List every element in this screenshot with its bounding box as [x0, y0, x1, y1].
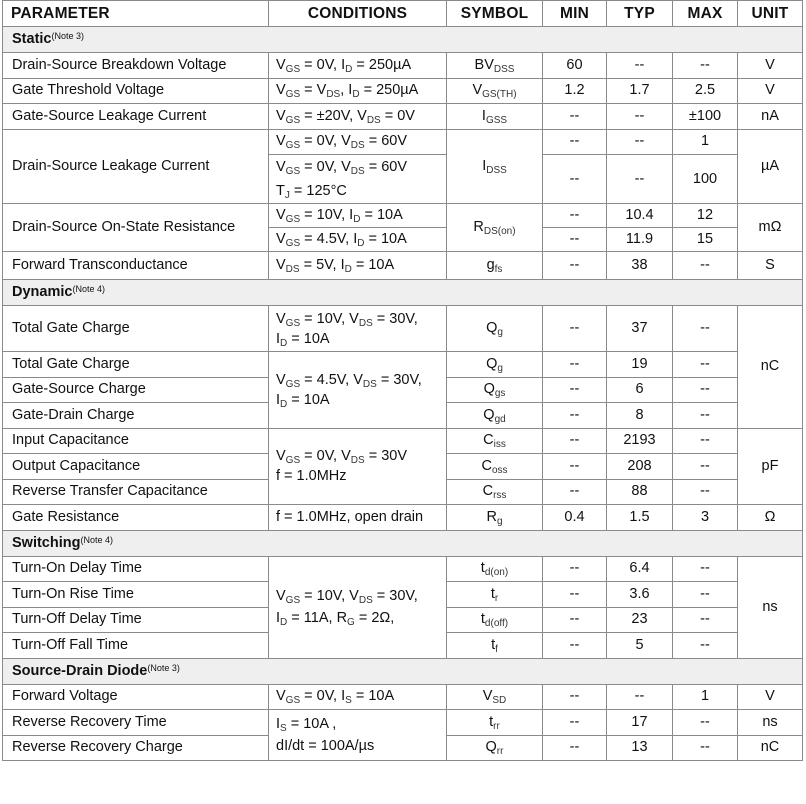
typ-cell: -- — [607, 129, 673, 155]
header-min: MIN — [543, 1, 607, 27]
table-row — [3, 204, 803, 228]
min-cell: -- — [543, 352, 607, 378]
header-max: MAX — [673, 1, 738, 27]
header-conditions: CONDITIONS — [269, 1, 447, 27]
min-cell: -- — [543, 306, 607, 352]
typ-cell: -- — [607, 684, 673, 710]
max-cell: -- — [673, 306, 738, 352]
cond-cell: $V_{GS} = 0V$, $V_{DS} = 60V$ $T_J = 125^\circ C$ — [269, 155, 447, 204]
min-cell: -- — [543, 735, 607, 761]
typ-cell: 38 — [607, 252, 673, 280]
symbol-cell: $t_f$ — [447, 633, 543, 659]
min-cell: -- — [543, 377, 607, 403]
param-cell: Reverse Recovery Time — [3, 710, 269, 736]
section-note: (Note 4) — [80, 534, 113, 545]
cond-cell: $V_{GS} = \pm 20V$, $V_{DS} = 0V$ — [269, 104, 447, 130]
param-cell: Forward Transconductance — [3, 252, 269, 280]
max-cell: 1 — [673, 129, 738, 155]
min-cell: 1.2 — [543, 78, 607, 104]
unit-cell: nC — [738, 735, 803, 761]
max-cell: -- — [673, 53, 738, 79]
min-cell: -- — [543, 454, 607, 480]
param-cell: Turn-Off Fall Time — [3, 633, 269, 659]
section-source-drain-diode — [3, 658, 803, 684]
typ-cell: 8 — [607, 403, 673, 429]
max-cell: -- — [673, 556, 738, 582]
header-unit: UNIT — [738, 1, 803, 27]
param-cell: Gate-Drain Charge — [3, 403, 269, 429]
symbol-cell: $R_{DS(on)}$ — [447, 204, 543, 252]
typ-cell: 3.6 — [607, 582, 673, 608]
max-cell: -- — [673, 428, 738, 454]
max-cell: -- — [673, 252, 738, 280]
param-cell: Turn-On Rise Time — [3, 582, 269, 608]
table-row — [3, 505, 803, 531]
typ-cell: 10.4 — [607, 204, 673, 228]
symbol-cell: $t_{d(on)}$ — [447, 556, 543, 582]
symbol-cell: $t_{rr}$ — [447, 710, 543, 736]
typ-cell: 2193 — [607, 428, 673, 454]
max-cell: -- — [673, 479, 738, 505]
symbol-cell: $t_r$ — [447, 582, 543, 608]
min-cell: -- — [543, 428, 607, 454]
typ-cell: 13 — [607, 735, 673, 761]
typ-cell: 208 — [607, 454, 673, 480]
max-cell: 100 — [673, 155, 738, 204]
typ-cell: 6 — [607, 377, 673, 403]
unit-cell: nC — [738, 306, 803, 429]
param-cell: Turn-Off Delay Time — [3, 607, 269, 633]
min-cell: -- — [543, 684, 607, 710]
section-title: Static — [12, 31, 52, 47]
table-row — [3, 78, 803, 104]
cond-cell: $V_{DS} = 5V$, $I_D = 10A$ — [269, 252, 447, 280]
unit-cell: Ω — [738, 505, 803, 531]
cond-cell: $V_{GS} = 0V$, $V_{DS} = 60V$ — [269, 129, 447, 155]
param-cell: Forward Voltage — [3, 684, 269, 710]
typ-cell: -- — [607, 155, 673, 204]
unit-cell: ns — [738, 556, 803, 658]
max-cell: -- — [673, 735, 738, 761]
symbol-cell: $Q_{rr}$ — [447, 735, 543, 761]
param-cell: Drain-Source Leakage Current — [3, 129, 269, 204]
min-cell: 0.4 — [543, 505, 607, 531]
section-title: Switching — [12, 534, 81, 551]
symbol-cell: $R_g$ — [447, 505, 543, 531]
param-cell: Output Capacitance — [3, 454, 269, 480]
max-cell: ±100 — [673, 104, 738, 130]
min-cell: -- — [543, 204, 607, 228]
min-cell: -- — [543, 104, 607, 130]
table-row — [3, 129, 803, 155]
typ-cell: 17 — [607, 710, 673, 736]
symbol-cell: $I_{GSS}$ — [447, 104, 543, 130]
table-row — [3, 428, 803, 454]
table-row — [3, 684, 803, 710]
typ-cell: 1.7 — [607, 78, 673, 104]
symbol-cell: $g_{fs}$ — [447, 252, 543, 280]
typ-cell: 37 — [607, 306, 673, 352]
table-row — [3, 252, 803, 280]
max-cell: 1 — [673, 684, 738, 710]
cond-cell: $V_{GS} = 10V$, $I_D = 10A$ — [269, 204, 447, 228]
max-cell: 3 — [673, 505, 738, 531]
table-row — [3, 710, 803, 736]
cond-cell: $V_{GS} = 0V$, $I_D = 250\mu A$ — [269, 53, 447, 79]
typ-cell: -- — [607, 104, 673, 130]
table-row — [3, 53, 803, 79]
section-static — [3, 27, 803, 53]
unit-cell: ns — [738, 710, 803, 736]
min-cell: -- — [543, 479, 607, 505]
min-cell: -- — [543, 607, 607, 633]
param-cell: Gate Resistance — [3, 505, 269, 531]
min-cell: -- — [543, 252, 607, 280]
typ-cell: 23 — [607, 607, 673, 633]
symbol-cell: $Q_g$ — [447, 306, 543, 352]
table-row — [3, 352, 803, 378]
cond-cell: $V_{GS} = 0V$, $I_S = 10A$ — [269, 684, 447, 710]
min-cell: -- — [543, 155, 607, 204]
max-cell: -- — [673, 710, 738, 736]
typ-cell: 11.9 — [607, 228, 673, 252]
table-row — [3, 104, 803, 130]
param-cell: Turn-On Delay Time — [3, 556, 269, 582]
min-cell: -- — [543, 582, 607, 608]
unit-cell: V — [738, 684, 803, 710]
table-row — [3, 306, 803, 352]
param-cell: Total Gate Charge — [3, 352, 269, 378]
max-cell: 2.5 — [673, 78, 738, 104]
min-cell: -- — [543, 129, 607, 155]
param-cell: Total Gate Charge — [3, 306, 269, 352]
section-note: (Note 4) — [72, 284, 105, 294]
min-cell: -- — [543, 556, 607, 582]
param-cell: Gate-Source Leakage Current — [3, 104, 269, 130]
electrical-characteristics-table — [2, 0, 803, 761]
typ-cell: 1.5 — [607, 505, 673, 531]
section-note: (Note 3) — [147, 662, 180, 673]
symbol-cell: $C_{iss}$ — [447, 428, 543, 454]
unit-cell: µA — [738, 129, 803, 204]
symbol-cell: $C_{oss}$ — [447, 454, 543, 480]
symbol-cell: $V_{GS(TH)}$ — [447, 78, 543, 104]
unit-cell: nA — [738, 104, 803, 130]
unit-cell: S — [738, 252, 803, 280]
param-cell: Reverse Transfer Capacitance — [3, 479, 269, 505]
max-cell: -- — [673, 377, 738, 403]
typ-cell: 6.4 — [607, 556, 673, 582]
cond-cell: $V_{GS} = V_{DS}$, $I_D = 250\mu A$ — [269, 78, 447, 104]
symbol-cell: $Q_{gd}$ — [447, 403, 543, 429]
typ-cell: 5 — [607, 633, 673, 659]
max-cell: -- — [673, 454, 738, 480]
max-cell: 12 — [673, 204, 738, 228]
param-cell: Gate Threshold Voltage — [3, 78, 269, 104]
max-cell: -- — [673, 633, 738, 659]
symbol-cell: $Q_g$ — [447, 352, 543, 378]
min-cell: -- — [543, 403, 607, 429]
param-cell: Reverse Recovery Charge — [3, 735, 269, 761]
param-cell: Gate-Source Charge — [3, 377, 269, 403]
cond-cell: $V_{GS} = 10V$, $V_{DS} = 30V$, $I_D = 10A$ — [269, 306, 447, 352]
section-title: Source-Drain Diode — [12, 662, 148, 679]
section-note: (Note 3) — [51, 31, 85, 41]
min-cell: -- — [543, 228, 607, 252]
typ-cell: 19 — [607, 352, 673, 378]
cond-cell: $I_S = 10A$ , dI/dt = 100A/µs — [269, 710, 447, 761]
typ-cell: 88 — [607, 479, 673, 505]
cond-cell: $V_{GS} = 10V$, $V_{DS} = 30V$, $I_D = 11A$, $R_G = 2\Omega$, — [269, 556, 447, 658]
param-cell: Drain-Source On-State Resistance — [3, 204, 269, 252]
min-cell: -- — [543, 633, 607, 659]
max-cell: -- — [673, 403, 738, 429]
max-cell: -- — [673, 582, 738, 608]
typ-cell: -- — [607, 53, 673, 79]
unit-cell: pF — [738, 428, 803, 505]
symbol-cell: $t_{d(off)}$ — [447, 607, 543, 633]
unit-cell: mΩ — [738, 204, 803, 252]
symbol-cell: $Q_{gs}$ — [447, 377, 543, 403]
symbol-cell: $BV_{DSS}$ — [447, 53, 543, 79]
min-cell: 60 — [543, 53, 607, 79]
section-title: Dynamic — [12, 284, 73, 300]
unit-cell: V — [738, 78, 803, 104]
header-typ: TYP — [607, 1, 673, 27]
max-cell: 15 — [673, 228, 738, 252]
cond-cell: $V_{GS} = 4.5V$, $I_D = 10A$ — [269, 228, 447, 252]
cond-cell: $V_{GS} = 4.5V$, $V_{DS} = 30V$, $I_D = 10A$ — [269, 352, 447, 429]
max-cell: -- — [673, 607, 738, 633]
symbol-cell: $C_{rss}$ — [447, 479, 543, 505]
cond-cell: f = 1.0MHz, open drain — [269, 505, 447, 531]
section-switching — [3, 530, 803, 556]
min-cell: -- — [543, 710, 607, 736]
header-parameter: PARAMETER — [3, 1, 269, 27]
table-row — [3, 556, 803, 582]
symbol-cell: $I_{DSS}$ — [447, 129, 543, 204]
param-cell: Input Capacitance — [3, 428, 269, 454]
param-cell: Drain-Source Breakdown Voltage — [3, 53, 269, 79]
header-symbol: SYMBOL — [447, 1, 543, 27]
symbol-cell: $V_{SD}$ — [447, 684, 543, 710]
section-dynamic — [3, 280, 803, 306]
cond-cell: $V_{GS} = 0V$, $V_{DS} = 30V$ f = 1.0MHz — [269, 428, 447, 505]
header-row — [3, 1, 803, 27]
unit-cell: V — [738, 53, 803, 79]
max-cell: -- — [673, 352, 738, 378]
